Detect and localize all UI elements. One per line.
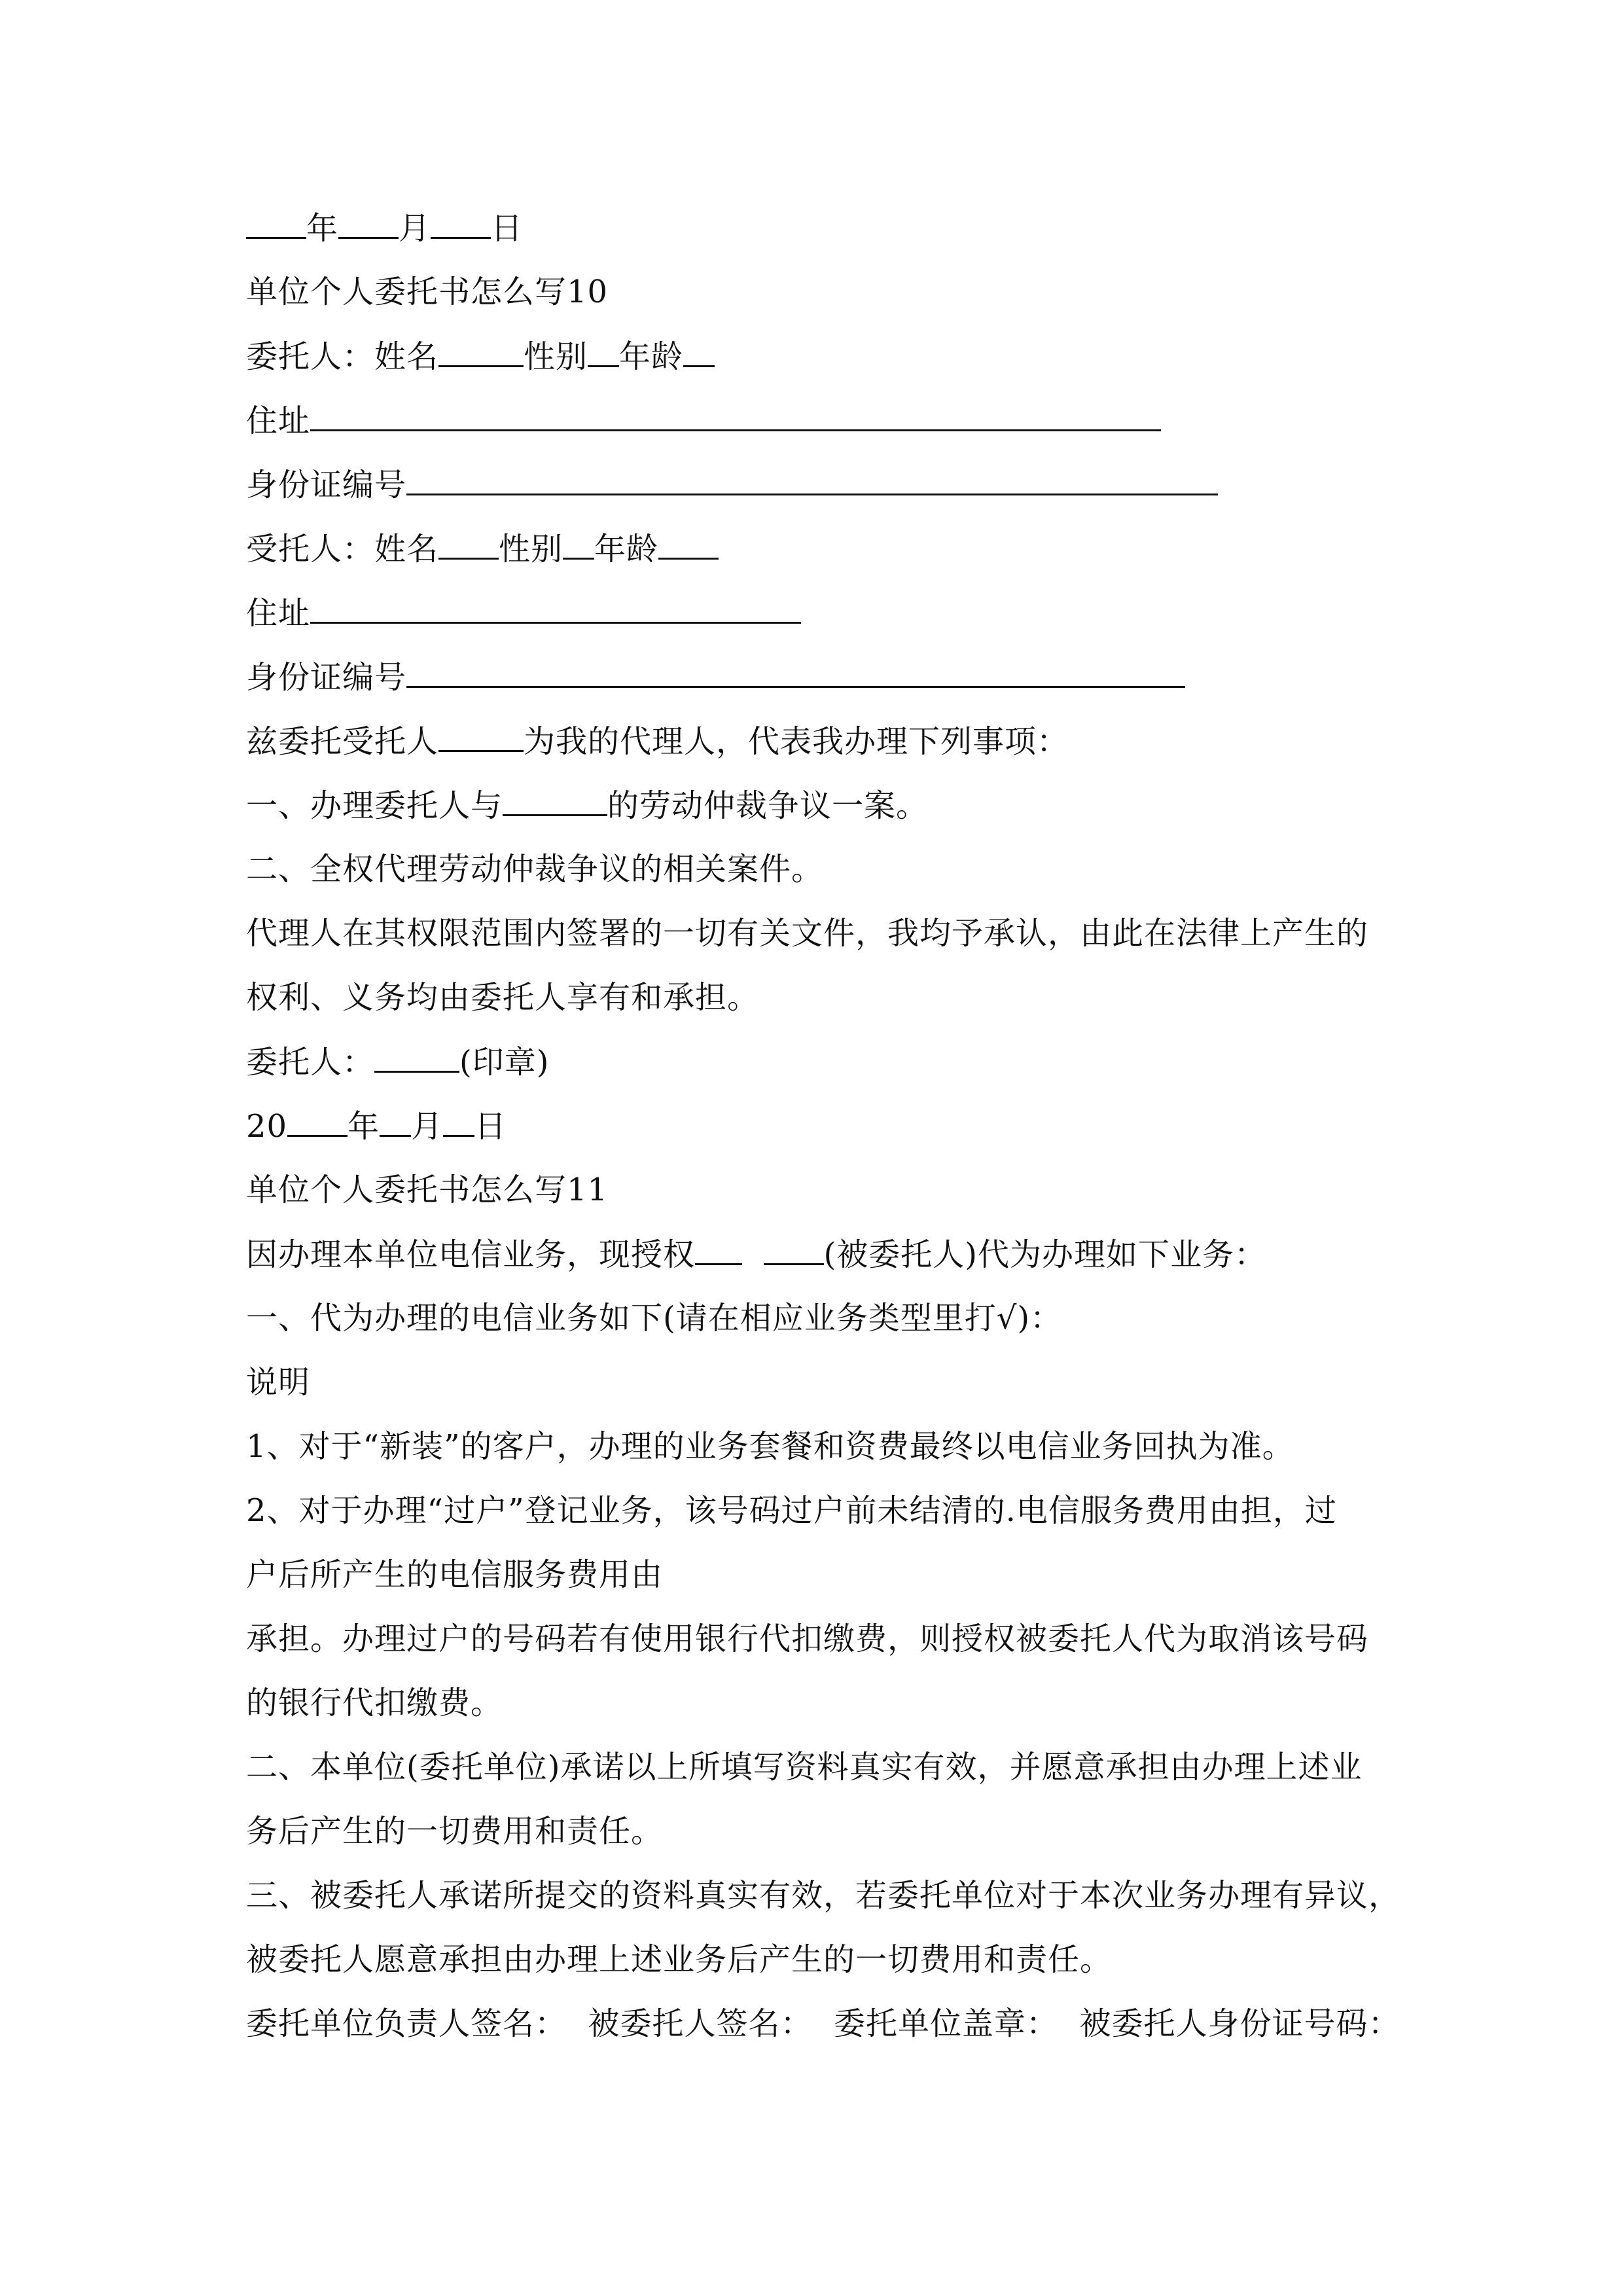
principal-line [246,336,715,376]
intro-prefix: 因办理本单位电信业务，现授权 [246,1236,696,1273]
blank-agent-age[interactable] [658,529,719,560]
section-11-title: 单位个人委托书怎么写11 [246,1172,609,1208]
item-1-prefix: 一、办理委托人与 [246,787,503,824]
blank-principal-id[interactable] [406,465,1218,495]
year-label: 年 [306,210,339,247]
agent-gender-label: 性别 [499,531,563,567]
paragraph-1-line-1: 代理人在其权限范围内签署的一切有关文件，我均予承认，由此在法律上产生的 [246,915,1369,952]
blank-day[interactable] [431,208,491,239]
year-prefix: 20 [246,1108,288,1145]
agent-age-label: 年龄 [594,531,659,567]
blank-entrust-agent[interactable] [438,721,524,752]
item-3-line-2: 被委托人愿意承担由办理上述业务后产生的一切费用和责任。 [246,1941,1113,1978]
item-2-line-1: 二、本单位(委托单位)承诺以上所填写资料真实有效，并愿意承担由办理上述业 [246,1749,1363,1785]
principal-name-label: 委托人：姓名 [246,338,439,375]
blank-date-month[interactable] [380,1106,411,1137]
principal-age-label: 年龄 [619,338,684,375]
blank-agent-address[interactable] [310,593,801,624]
item-3-line-1: 三、被委托人承诺所提交的资料真实有效，若委托单位对于本次业务办理有异议， [246,1877,1401,1914]
blank-principal-address[interactable] [310,401,1161,431]
principal-sign-label: 委托人： [246,1044,375,1081]
item-2-line: 二、全权代理劳动仲裁争议的相关案件。 [246,851,824,888]
agent-address-label: 住址 [246,595,311,632]
principal-address-line [246,401,1161,440]
blank-delegate-1[interactable] [695,1234,742,1265]
item-2-line-2: 务后产生的一切费用和责任。 [246,1813,664,1850]
note-2-line-4: 的银行代扣缴费。 [246,1685,503,1721]
note-1: 1、对于“新装”的客户，办理的业务套餐和资费最终以电信业务回执为准。 [246,1428,1294,1465]
blank-date-day[interactable] [443,1106,474,1137]
blank-agent-gender[interactable] [563,529,594,560]
blank-principal-sign[interactable] [374,1042,459,1073]
seal-label: (印章) [459,1044,550,1081]
agent-name-label: 受托人：姓名 [246,531,439,567]
item-1-line [246,785,928,825]
principal-address-label: 住址 [246,403,311,439]
blank-principal-age[interactable] [683,336,715,367]
date-line-top [246,208,523,248]
agent-id-line [246,657,1185,697]
item-1-suffix: 的劳动仲裁争议一案。 [607,787,929,824]
date-line-section-10 [246,1106,507,1146]
blank-item-1-party[interactable] [503,785,607,816]
blank-month[interactable] [338,208,399,239]
section-11-item-1: 一、代为办理的电信业务如下(请在相应业务类型里打√)： [246,1300,1063,1336]
principal-id-line [246,465,1218,505]
day-label: 日 [491,210,524,247]
date-year-label: 年 [348,1108,380,1145]
blank-principal-gender[interactable] [588,336,619,367]
blank-agent-id[interactable] [406,657,1185,688]
date-month-label: 月 [411,1108,444,1145]
note-2-line-3: 承担。办理过户的号码若有使用银行代扣缴费，则授权被委托人代为取消该号码 [246,1621,1369,1657]
note-2-line-2: 户后所产生的电信服务费用由 [246,1556,664,1593]
month-label: 月 [399,210,431,247]
note-label: 说明 [246,1364,311,1401]
intro-suffix: (被委托人)代为办理如下业务： [823,1236,1266,1273]
blank-agent-name[interactable] [438,529,499,560]
blank-year[interactable] [246,208,306,239]
signature-line [246,1042,549,1082]
date-day-label: 日 [474,1108,507,1145]
signatures-line: 委托单位负责人签名： 被委托人签名： 委托单位盖章： 被委托人身份证号码： [246,2005,1400,2042]
section-10-title: 单位个人委托书怎么写10 [246,274,609,310]
note-2-line-1: 2、对于办理“过户”登记业务，该号码过户前未结清的.电信服务费用由担，过 [246,1492,1337,1529]
agent-address-line [246,593,801,633]
agent-line [246,529,719,569]
blank-delegate-2[interactable] [764,1234,824,1265]
agent-id-label: 身份证编号 [246,659,407,696]
intro-line [246,1234,1266,1274]
entrust-line [246,721,1069,761]
blank-principal-name[interactable] [438,336,524,367]
paragraph-1-line-2: 权利、义务均由委托人享有和承担。 [246,979,760,1016]
entrust-suffix: 为我的代理人，代表我办理下列事项： [524,723,1069,760]
blank-date-year[interactable] [287,1106,348,1137]
principal-gender-label: 性别 [524,338,588,375]
principal-id-label: 身份证编号 [246,467,407,503]
entrust-prefix: 兹委托受托人 [246,723,439,760]
